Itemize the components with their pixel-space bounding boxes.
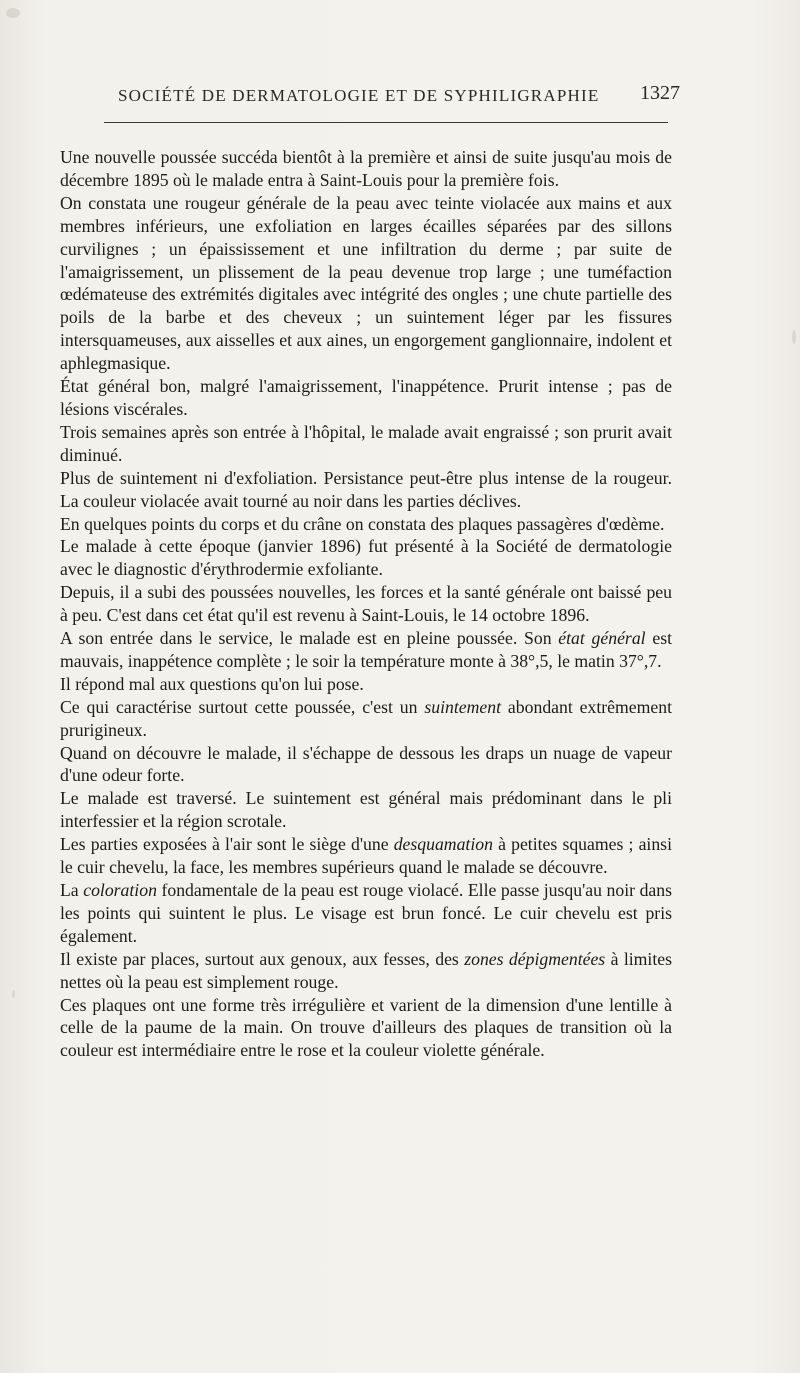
italic-term: zones dépigmentées — [464, 948, 606, 969]
paragraph: Plus de suintement ni d'exfoliation. Persistance peut-être plus intense de la rougeur. La couleur violacée avait tourné au noir dans les parties déclives. — [60, 467, 672, 511]
paragraph-text: à petites squames ; ainsi le cuir chevelu, la face, les membres supérieurs quand le malade se découvre. — [60, 834, 672, 878]
paragraph: État général bon, malgré l'amaigrissement, l'inappétence. Prurit intense ; pas de lésions viscérales. — [60, 376, 672, 419]
paragraph-text: La — [60, 880, 84, 900]
paragraph-text: fondamentale de la peau est rouge violacé. Elle passe jusqu'au noir dans les points qui suintent le plus. Le visage est brun foncé. Le cuir chevelu est pris également. — [60, 880, 672, 946]
paragraph: On constata une rougeur générale de la peau avec teinte violacée aux mains et aux membres inférieurs, une exfoliation en larges écailles séparées par des sillons curvilignes ; un épaississement et une infiltration du derme ; par suite de l'amaigrissement, un plissement de la peau devenue trop large ; une tuméfaction œdémateuse des extrémités digitales avec intégrité des ongles ; une chute partielle des poils de la barbe et des cheveux ; un suintement léger par les fissures intersquameuses, aux aisselles et aux aines, un engorgement ganglionnaire, indolent et aphlegmasique. — [60, 192, 672, 374]
paragraph — [60, 627, 672, 673]
paragraph — [60, 948, 672, 994]
paragraph — [60, 696, 672, 742]
paragraph: Le malade est traversé. Le suintement est général mais prédominant dans le pli interfessier et la région scrotale. — [60, 788, 672, 832]
paragraph: Ces plaques ont une forme très irrégulière et varient de la dimension d'une lentille à celle de la paume de la main. On trouve d'ailleurs des plaques de transition où la couleur est intermédiaire entre le rose et la couleur violette générale. — [60, 994, 672, 1061]
header-rule — [104, 122, 668, 123]
paragraph: Quand on découvre le malade, il s'échappe de dessous les draps un nuage de vapeur d'une odeur forte. — [60, 742, 672, 786]
paragraph-text: à limites nettes où la peau est simplement rouge. — [60, 948, 672, 992]
paragraph-text: Il existe par places, surtout aux genoux, aux fesses, des — [60, 948, 465, 969]
page-number: 1327 — [640, 82, 680, 104]
body-text — [60, 146, 672, 1062]
paragraph: Trois semaines après son entrée à l'hôpital, le malade avait engraissé ; son prurit avait diminué. — [60, 421, 672, 465]
italic-term: suintement — [424, 696, 502, 717]
paragraph: Une nouvelle poussée succéda bientôt à la première et ainsi de suite jusqu'au mois de décembre 1895 où le malade entra à Saint-Louis pour la première fois. — [60, 147, 672, 190]
paragraph-text: est mauvais, inappétence complète ; le soir la température monte à 38°,5, le matin 37°,7. — [60, 628, 672, 671]
italic-term: desquamation — [393, 834, 493, 855]
paragraph-text: A son entrée dans le service, le malade est en pleine poussée. Son — [60, 628, 559, 649]
paragraph — [60, 879, 672, 948]
paragraph-text: Les parties exposées à l'air sont le siège d'une — [60, 834, 394, 855]
paragraph — [60, 833, 672, 879]
page-header — [118, 82, 680, 116]
scan-speck — [792, 330, 796, 344]
paragraph: En quelques points du corps et du crâne on constata des plaques passagères d'œdème. — [60, 513, 665, 534]
paragraph-text: abondant extrêmement prurigineux. — [60, 696, 672, 740]
paragraph: Le malade à cette époque (janvier 1896) fut présenté à la Société de dermatologie avec le diagnostic d'érythrodermie exfoliante. — [60, 536, 672, 580]
paragraph: Depuis, il a subi des poussées nouvelles, les forces et la santé générale ont baissé peu à peu. C'est dans cet état qu'il est revenu à Saint-Louis, le 14 octobre 1896. — [60, 582, 672, 626]
running-title: SOCIÉTÉ DE DERMATOLOGIE ET DE SYPHILIGRAPHIE — [118, 86, 600, 105]
italic-term: état général — [558, 628, 646, 649]
scan-speck — [6, 8, 20, 18]
paragraph: Il répond mal aux questions qu'on lui pose. — [60, 673, 364, 694]
paragraph-text: Ce qui caractérise surtout cette poussée, c'est un — [60, 696, 425, 717]
scan-speck — [12, 990, 15, 998]
italic-term: coloration — [83, 880, 157, 900]
